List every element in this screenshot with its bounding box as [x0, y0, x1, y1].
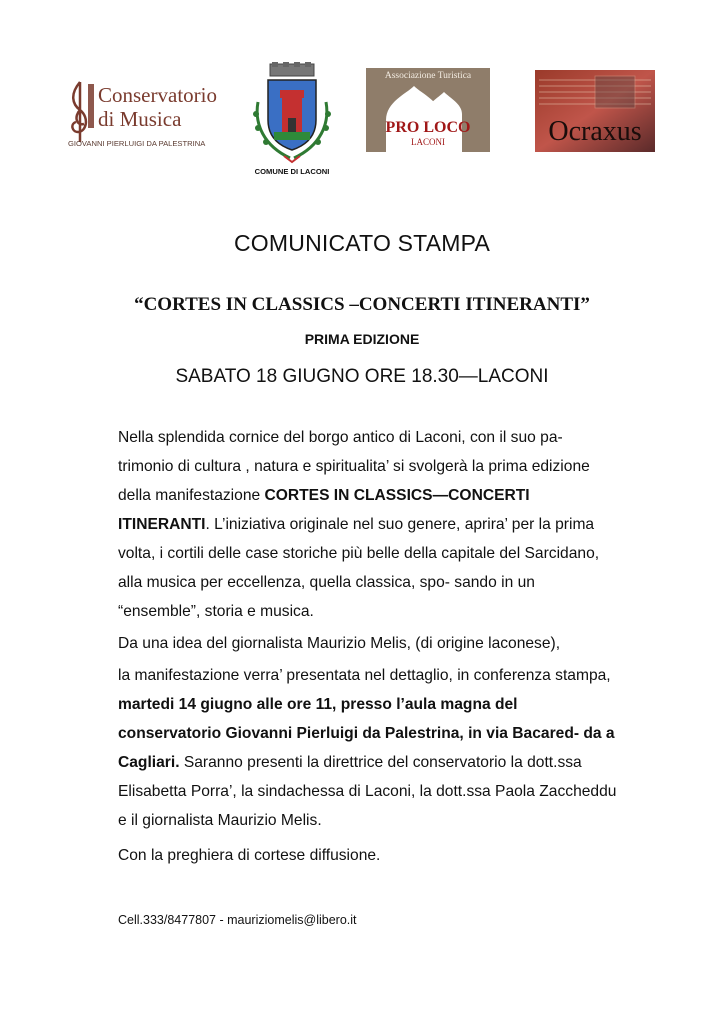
- pro-loco-logo: [366, 68, 490, 152]
- paragraph-press-details: martedi 14 giugno alle ore 11, presso l’aula magna del conservatorio Giovanni Pierluigi da Palestrina, in via Bacared- da a Cagliari.: [118, 696, 615, 771]
- edition-label: PRIMA EDIZIONE: [304, 331, 420, 347]
- paragraph-intro: [118, 423, 618, 626]
- treble-clef-icon: [72, 82, 94, 142]
- event-title: “CORTES IN CLASSICS –CONCERTI ITINERANTI”: [134, 294, 590, 315]
- conservatorio-line2: di Musica: [98, 107, 182, 131]
- paragraph-idea: Da una idea del giornalista Maurizio Melis, (di origine laconese),: [118, 635, 561, 652]
- ocraxus-text: Ocraxus: [548, 116, 642, 147]
- paragraph-press-text-b: Saranno presenti la direttrice del conservatorio la dott.ssa Elisabetta Porra’, la sindachessa di Laconi, la dott.ssa Paola Zaccheddu e il giornalista Maurizio Melis.: [118, 754, 617, 829]
- shield-icon: [268, 80, 316, 150]
- paragraph-press-conference: [118, 661, 618, 835]
- conservatorio-line1: Conservatorio: [98, 83, 217, 107]
- paragraph-intro-text-b: . L’iniziativa originale nel suo genere, aprira’ per la prima volta, i cortili delle case storiche più belle della capitale del Sarcidano, alla musica per eccellenza, quella classica, spo- sando in un “ensemble”, storia e musica.: [118, 516, 600, 620]
- event-date-line: SABATO 18 GIUGNO ORE 18.30—LACONI: [175, 366, 549, 387]
- comune-di-laconi-crest: [246, 62, 338, 178]
- crown-icon: [270, 62, 314, 76]
- paragraph-intro-event-name: CORTES IN CLASSICS—CONCERTI ITINERANTI: [118, 487, 530, 533]
- paragraph-press-text-a: la manifestazione verra’ presentata nel dettaglio, in conferenza stampa,: [118, 667, 611, 684]
- proloco-top-text: Associazione Turistica: [384, 71, 472, 81]
- conservatorio-subtitle: GIOVANNI PIERLUIGI DA PALESTRINA: [68, 139, 206, 148]
- page-heading: COMUNICATO STAMPA: [234, 230, 490, 256]
- contact-footer: Cell.333/8477807 - mauriziomelis@libero.it: [118, 913, 357, 927]
- proloco-sub-text: LACONI: [411, 137, 445, 147]
- ocraxus-logo: [535, 70, 655, 152]
- paragraph-closing: Con la preghiera di cortese diffusione.: [118, 847, 381, 864]
- comune-caption: COMUNE DI LACONI: [254, 167, 330, 176]
- paragraph-intro-text-a: Nella splendida cornice del borgo antico di Laconi, con il suo pa- trimonio di cultura , natura e spiritualita’ si svolgerà la prima edizione della manifestazione: [118, 429, 590, 504]
- conservatorio-logo: [66, 74, 226, 154]
- proloco-main-text: PRO LOCO: [385, 119, 471, 136]
